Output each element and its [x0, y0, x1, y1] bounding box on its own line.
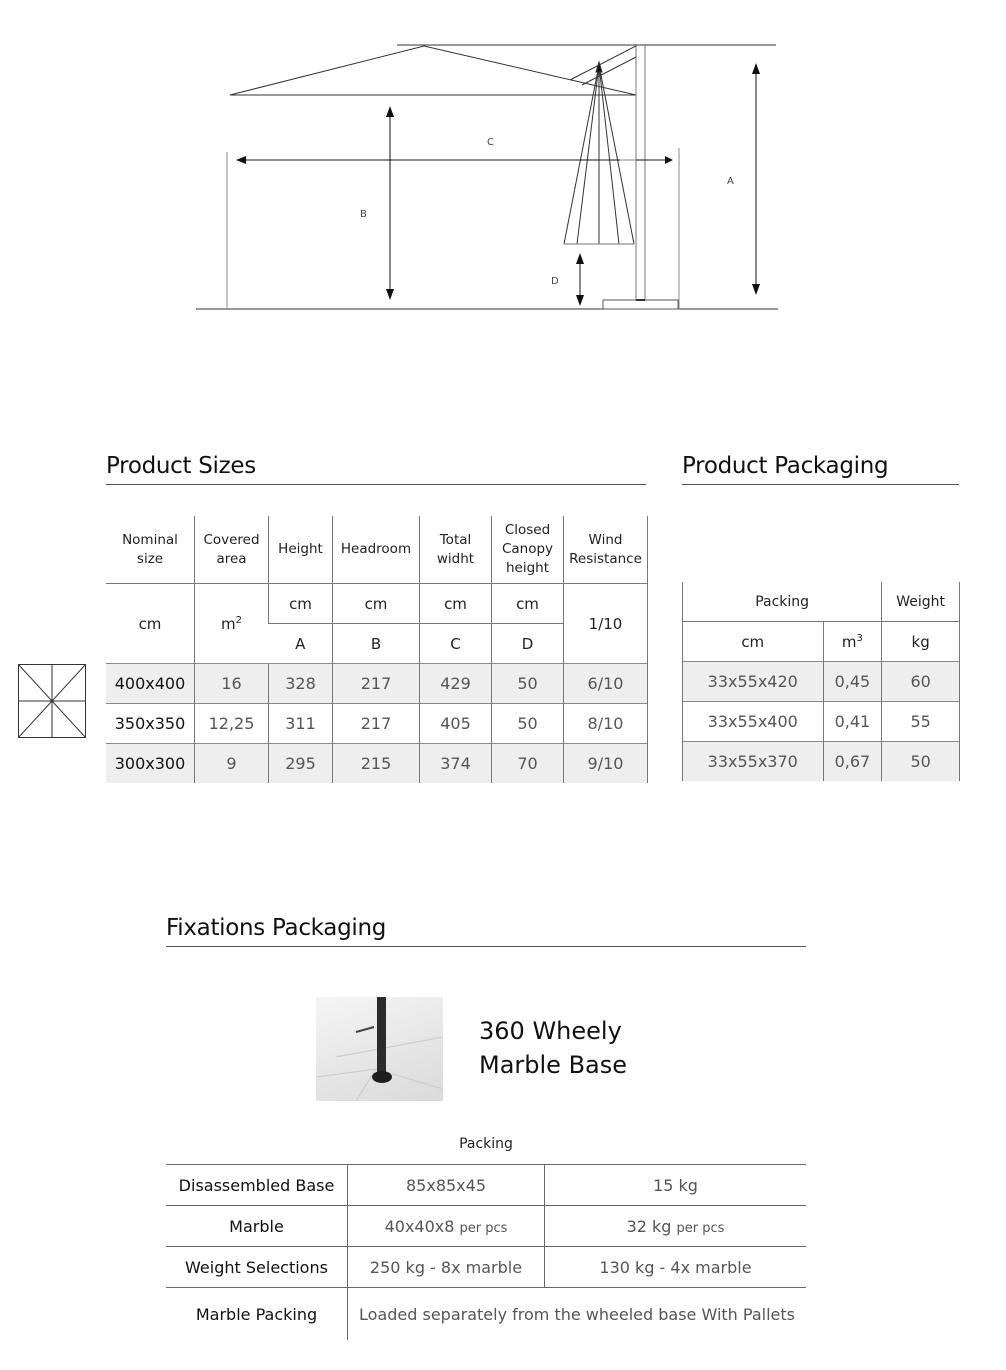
- cell-area: 9: [195, 744, 269, 784]
- cell-col2: 32 kg per pcs: [545, 1206, 807, 1247]
- cell-height: 328: [269, 664, 333, 704]
- header-height: Height: [269, 516, 333, 584]
- row-label: Marble Packing: [166, 1288, 348, 1341]
- letter-b: B: [333, 624, 420, 664]
- product-packaging-table: [682, 582, 960, 781]
- table-row: [683, 662, 960, 702]
- fixations-packaging-title: Fixations Packaging: [166, 914, 806, 947]
- row-label: Weight Selections: [166, 1247, 348, 1288]
- unit-dims: cm: [683, 622, 824, 662]
- cell-width: 374: [420, 744, 492, 784]
- header-headroom: Headroom: [333, 516, 420, 584]
- table-row: [106, 664, 648, 704]
- cell-volume: 0,41: [823, 702, 882, 742]
- cell-area: 16: [195, 664, 269, 704]
- product-sizes-table: [106, 516, 648, 783]
- product-sizes-title: Product Sizes: [106, 452, 646, 485]
- table-row: [166, 1206, 806, 1247]
- unit-height: cm: [269, 584, 333, 624]
- closed-canopy: [564, 62, 634, 244]
- cell-area: 12,25: [195, 704, 269, 744]
- letter-a: A: [269, 624, 333, 664]
- fixation-product-name: 360 Wheely Marble Base: [479, 1017, 628, 1079]
- header-covered-area: Covered area: [195, 516, 269, 584]
- cell-weight: 50: [882, 742, 960, 782]
- header-packing: Packing: [683, 582, 882, 622]
- table-header-row: [106, 516, 648, 584]
- cell-volume: 0,45: [823, 662, 882, 702]
- unit-nominal: cm: [106, 584, 195, 664]
- header-closed-canopy-height: Closed Canopy height: [492, 516, 564, 584]
- umbrella-dimension-diagram: [0, 0, 1006, 330]
- cell-dims: 33x55x400: [683, 702, 824, 742]
- row-label: Disassembled Base: [166, 1165, 348, 1206]
- cell-marble-packing: Loaded separately from the wheeled base With Pallets: [348, 1288, 807, 1341]
- dimension-label-c: C: [487, 137, 494, 148]
- unit-volume: $m^3$: [823, 622, 882, 662]
- unit-headroom: cm: [333, 584, 420, 624]
- cell-size: 400x400: [106, 664, 195, 704]
- packaging-header-row: [683, 582, 960, 622]
- row-label: Marble: [166, 1206, 348, 1247]
- base-block: [603, 300, 678, 309]
- unit-closed: cm: [492, 584, 564, 624]
- cell-col2: 15 kg: [545, 1165, 807, 1206]
- letter-d: D: [492, 624, 564, 664]
- header-total-width: Total widht: [420, 516, 492, 584]
- table-row: [166, 1247, 806, 1288]
- cell-weight: 55: [882, 702, 960, 742]
- canopy-outline: [230, 46, 636, 95]
- cell-weight: 60: [882, 662, 960, 702]
- table-row: [106, 744, 648, 784]
- units-row: [106, 584, 648, 624]
- table-row: [166, 1165, 806, 1206]
- cell-wind: 8/10: [564, 704, 648, 744]
- header-nominal-size: Nominal size: [122, 531, 178, 567]
- table-row: [106, 704, 648, 744]
- cell-height: 311: [269, 704, 333, 744]
- wheely-base-photo: [316, 997, 443, 1101]
- cell-col1: 40x40x8 per pcs: [348, 1206, 545, 1247]
- unit-total-width: cm: [420, 584, 492, 624]
- cell-size: 300x300: [106, 744, 195, 784]
- cell-dims: 33x55x370: [683, 742, 824, 782]
- dimension-label-d: D: [551, 276, 559, 287]
- unit-weight: kg: [882, 622, 960, 662]
- table-row: [683, 702, 960, 742]
- dimension-label-b: B: [360, 209, 367, 220]
- header-wind-resistance: Wind Resistance: [564, 516, 648, 584]
- unit-covered: $m^2$: [195, 584, 269, 664]
- cell-width: 405: [420, 704, 492, 744]
- cell-closed: 50: [492, 664, 564, 704]
- product-packaging-title: Product Packaging: [682, 452, 959, 485]
- cell-width: 429: [420, 664, 492, 704]
- cell-volume: 0,67: [823, 742, 882, 782]
- cell-closed: 70: [492, 744, 564, 784]
- table-row: [683, 742, 960, 782]
- cell-wind: 6/10: [564, 664, 648, 704]
- cell-headroom: 217: [333, 664, 420, 704]
- header-weight: Weight: [882, 582, 960, 622]
- square-canopy-icon: [18, 664, 86, 738]
- cell-col1: 250 kg - 8x marble: [348, 1247, 545, 1288]
- cell-size: 350x350: [106, 704, 195, 744]
- cell-col2: 130 kg - 4x marble: [545, 1247, 807, 1288]
- cell-wind: 9/10: [564, 744, 648, 784]
- dimension-label-a: A: [727, 176, 734, 187]
- cell-headroom: 215: [333, 744, 420, 784]
- cell-headroom: 217: [333, 704, 420, 744]
- fixations-packing-table: [166, 1164, 806, 1340]
- letter-c: C: [420, 624, 492, 664]
- table-row: [166, 1288, 806, 1341]
- cell-closed: 50: [492, 704, 564, 744]
- cell-dims: 33x55x420: [683, 662, 824, 702]
- cell-col1: 85x85x45: [348, 1165, 545, 1206]
- unit-wind: 1/10: [564, 584, 648, 664]
- cell-height: 295: [269, 744, 333, 784]
- packaging-units-row: [683, 622, 960, 662]
- fixation-packing-caption: Packing: [459, 1136, 513, 1152]
